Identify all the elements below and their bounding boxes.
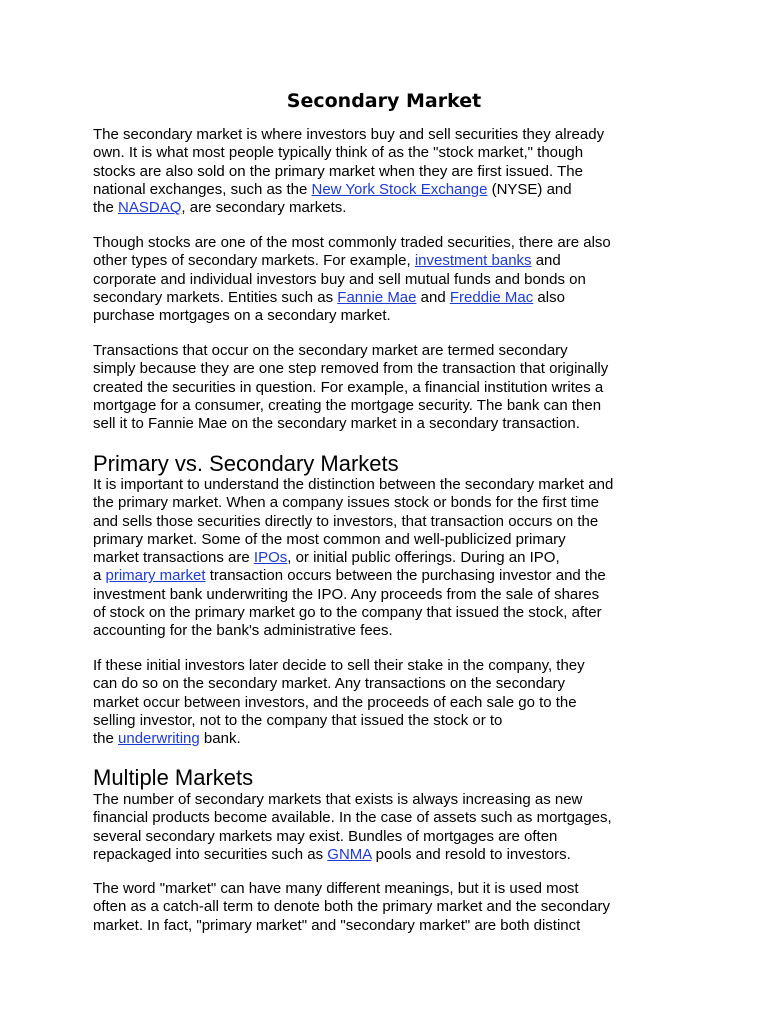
link-ipos[interactable]: IPOs: [253, 549, 288, 567]
text-line: the underwriting bank.: [93, 730, 241, 748]
text-line: stocks are also sold on the primary market when they are first issued. The: [93, 162, 583, 180]
text-line: investment bank underwriting the IPO. Any proceeds from the sale of shares: [93, 585, 600, 603]
text-line: market transactions are IPOs, or initial public offerings. During an IPO,: [93, 549, 560, 567]
heading-primary-vs-secondary: Primary vs. Secondary Markets: [93, 451, 399, 476]
text-line: often as a catch-all term to denote both the primary market and the secondary: [93, 898, 610, 916]
text-line: secondary markets. Entities such as Fannie Mae and Freddie Mac also: [93, 288, 565, 306]
text-line: market occur between investors, and the proceeds of each sale go to the: [93, 693, 577, 711]
paragraph-market-meaning: [93, 880, 693, 935]
link-new-york-stock-exchange[interactable]: New York Stock Exchange: [311, 180, 488, 198]
text-line: of stock on the primary market go to the company that issued the stock, after: [93, 604, 602, 622]
link-fannie-mae[interactable]: Fannie Mae: [337, 288, 417, 306]
text-line: own. It is what most people typically think of as the "stock market," though: [93, 144, 584, 162]
text-line: corporate and individual investors buy and sell mutual funds and bonds on: [93, 270, 586, 288]
paragraph-transactions: [93, 342, 693, 433]
text-line: can do so on the secondary market. Any transactions on the secondary: [93, 675, 565, 693]
text-line: market. In fact, "primary market" and "secondary market" are both distinct: [93, 916, 581, 934]
text-line: If these initial investors later decide to sell their stake in the company, they: [93, 657, 585, 674]
text-line: The word "market" can have many different meanings, but it is used most: [93, 880, 579, 897]
text-line: primary market. Some of the most common and well-publicized primary: [93, 530, 566, 548]
text-line: It is important to understand the distinction between the secondary market and: [93, 476, 614, 493]
text-line: the NASDAQ, are secondary markets.: [93, 199, 347, 217]
paragraph-other-types: [93, 234, 693, 325]
text-line: purchase mortgages on a secondary market.: [93, 307, 391, 325]
link-freddie-mac[interactable]: Freddie Mac: [449, 288, 534, 306]
paragraph-number-of-markets: [93, 791, 693, 864]
text-line: repackaged into securities such as GNMA pools and resold to investors.: [93, 845, 571, 863]
text-line: selling investor, not to the company that issued the stock or to: [93, 711, 503, 729]
text-line: mortgage for a consumer, creating the mortgage security. The bank can then: [93, 396, 602, 414]
text-line: several secondary markets may exist. Bundles of mortgages are often: [93, 827, 558, 845]
text-line: a primary market transaction occurs between the purchasing investor and the: [93, 567, 606, 585]
paragraph-initial-investors: [93, 657, 693, 748]
text-line: sell it to Fannie Mae on the secondary market in a secondary transaction.: [93, 415, 580, 433]
text-line: accounting for the bank's administrative fees.: [93, 622, 393, 640]
paragraph-intro: [93, 126, 693, 217]
text-line: The secondary market is where investors buy and sell securities they already: [93, 126, 605, 143]
text-line: other types of secondary markets. For example, investment banks and: [93, 252, 561, 270]
text-line: the primary market. When a company issues stock or bonds for the first time: [93, 494, 600, 512]
text-line: created the securities in question. For example, a financial institution writes a: [93, 378, 604, 396]
text-line: Though stocks are one of the most commonly traded securities, there are also: [93, 234, 611, 251]
text-line: national exchanges, such as the New York Stock Exchange (NYSE) and: [93, 180, 572, 198]
heading-multiple-markets: Multiple Markets: [93, 765, 254, 790]
text-line: simply because they are one step removed from the transaction that originally: [93, 360, 609, 378]
text-line: financial products become available. In the case of assets such as mortgages,: [93, 809, 612, 827]
paragraph-distinction: [93, 476, 693, 641]
link-nasdaq[interactable]: NASDAQ: [118, 199, 182, 217]
text-line: The number of secondary markets that exists is always increasing as new: [93, 791, 583, 808]
link-primary-market[interactable]: primary market: [105, 567, 206, 585]
text-line: Transactions that occur on the secondary market are termed secondary: [93, 342, 568, 359]
link-underwriting[interactable]: underwriting: [118, 730, 200, 748]
link-investment-banks[interactable]: investment banks: [414, 252, 532, 270]
document-title: Secondary Market: [286, 90, 482, 112]
text-line: and sells those securities directly to investors, that transaction occurs on the: [93, 512, 599, 530]
link-gnma[interactable]: GNMA: [327, 845, 372, 863]
